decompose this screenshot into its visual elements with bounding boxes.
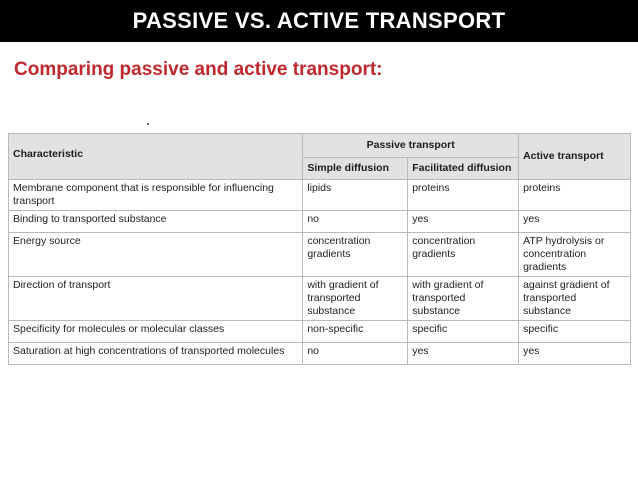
header-passive-transport: Passive transport [303, 134, 519, 158]
cell-active: ATP hydrolysis or concentration gradients [519, 233, 631, 277]
cell-simple: no [303, 343, 408, 365]
stray-mark [147, 123, 149, 125]
cell-characteristic: Direction of transport [9, 277, 303, 321]
table-header [9, 134, 631, 180]
slide-subtitle: Comparing passive and active transport: [14, 59, 383, 80]
table-row [9, 233, 631, 277]
cell-simple: non-specific [303, 321, 408, 343]
cell-simple: with gradient of transported substance [303, 277, 408, 321]
cell-active: specific [519, 321, 631, 343]
cell-facilitated: specific [408, 321, 519, 343]
cell-facilitated: with gradient of transported substance [408, 277, 519, 321]
header-characteristic: Characteristic [9, 134, 303, 180]
table-row [9, 277, 631, 321]
cell-facilitated: proteins [408, 180, 519, 211]
cell-active: yes [519, 343, 631, 365]
cell-characteristic: Specificity for molecules or molecular classes [9, 321, 303, 343]
table-row [9, 343, 631, 365]
header-active-transport: Active transport [519, 134, 631, 180]
cell-characteristic: Saturation at high concentrations of transported molecules [9, 343, 303, 365]
table-row [9, 211, 631, 233]
table-body [9, 180, 631, 365]
cell-active: against gradient of transported substance [519, 277, 631, 321]
cell-characteristic: Energy source [9, 233, 303, 277]
slide-title: PASSIVE VS. ACTIVE TRANSPORT [132, 8, 506, 33]
table-row [9, 321, 631, 343]
cell-characteristic: Membrane component that is responsible for influencing transport [9, 180, 303, 211]
cell-facilitated: concentration gradients [408, 233, 519, 277]
header-simple-diffusion: Simple diffusion [303, 158, 408, 180]
cell-characteristic: Binding to transported substance [9, 211, 303, 233]
header-facilitated-diffusion: Facilitated diffusion [408, 158, 519, 180]
cell-facilitated: yes [408, 343, 519, 365]
cell-simple: lipids [303, 180, 408, 211]
cell-active: proteins [519, 180, 631, 211]
table-row [9, 180, 631, 211]
header-row-group [9, 134, 631, 158]
comparison-table [8, 133, 631, 365]
cell-simple: concentration gradients [303, 233, 408, 277]
cell-active: yes [519, 211, 631, 233]
title-bar [0, 0, 638, 42]
cell-facilitated: yes [408, 211, 519, 233]
cell-simple: no [303, 211, 408, 233]
